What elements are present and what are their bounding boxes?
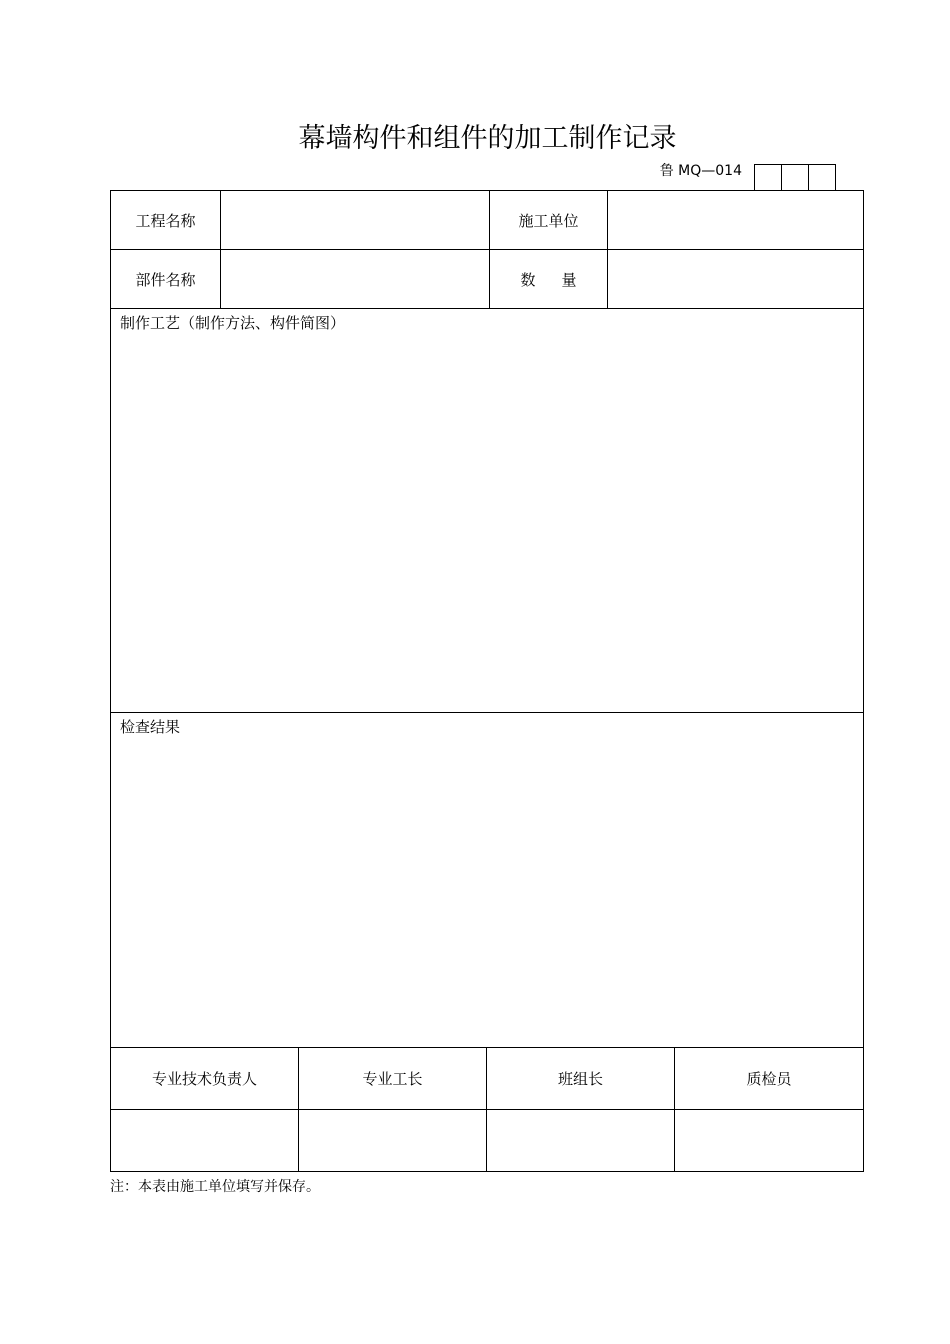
component-name-field[interactable]	[221, 250, 490, 309]
component-name-label: 部件名称	[111, 250, 221, 309]
project-name-field[interactable]	[221, 191, 490, 250]
document-code: 鲁 MQ—014	[659, 163, 742, 179]
technical-director-signature[interactable]	[111, 1110, 299, 1172]
team-leader-label: 班组长	[487, 1048, 675, 1110]
component-row	[111, 250, 864, 309]
process-section-label: 制作工艺（制作方法、构件简图）	[120, 314, 346, 332]
quality-inspector-label: 质检员	[675, 1048, 864, 1110]
process-section-row	[111, 309, 864, 713]
foreman-label: 专业工长	[299, 1048, 487, 1110]
team-leader-signature[interactable]	[487, 1110, 675, 1172]
technical-director-label: 专业技术负责人	[111, 1048, 299, 1110]
project-name-label: 工程名称	[111, 191, 221, 250]
form-title: 幕墙构件和组件的加工制作记录	[298, 123, 677, 154]
quantity-label: 数量	[490, 250, 608, 309]
process-section[interactable]	[111, 309, 864, 713]
footnote: 注：本表由施工单位填写并保存。	[110, 1179, 320, 1195]
signature-table	[110, 1047, 864, 1172]
number-box[interactable]	[809, 165, 836, 191]
foreman-signature[interactable]	[299, 1110, 487, 1172]
number-box[interactable]	[782, 165, 809, 191]
result-section-label: 检查结果	[120, 718, 181, 736]
result-section-row	[111, 713, 864, 1048]
record-form-table	[110, 190, 864, 1048]
quantity-field[interactable]	[608, 250, 864, 309]
construction-unit-field[interactable]	[608, 191, 864, 250]
signature-value-row	[111, 1110, 864, 1172]
quality-inspector-signature[interactable]	[675, 1110, 864, 1172]
project-row	[111, 191, 864, 250]
number-box[interactable]	[755, 165, 782, 191]
document-number-boxes	[754, 164, 836, 191]
result-section[interactable]	[111, 713, 864, 1048]
signature-header-row	[111, 1048, 864, 1110]
construction-unit-label: 施工单位	[490, 191, 608, 250]
